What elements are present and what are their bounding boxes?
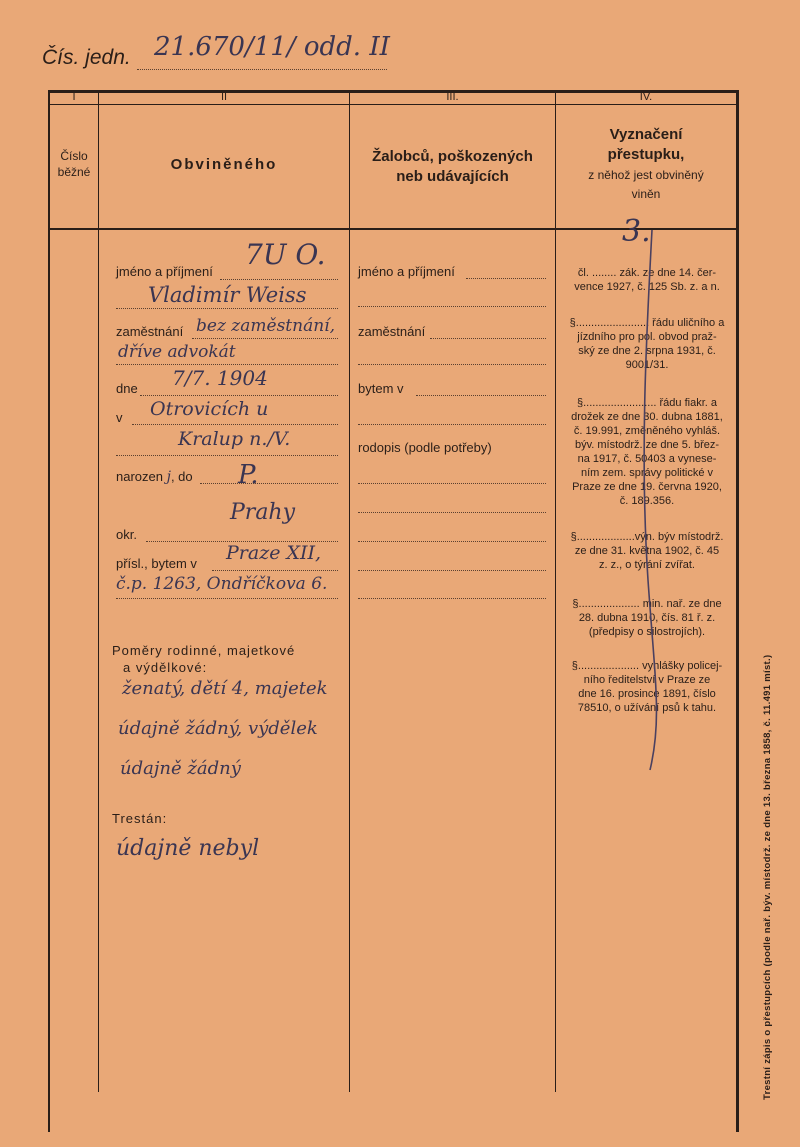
col2-heading: Obviněného	[170, 156, 278, 173]
date-value: 7/7. 1904	[172, 366, 268, 390]
date-line	[140, 395, 338, 396]
complainant-line-a	[358, 306, 546, 307]
complainant-domicile-label: bytem v	[358, 381, 404, 396]
complainant-line-c	[358, 424, 546, 425]
family-line-3: údajně žádný	[120, 758, 241, 779]
offence-3-line: č. 19.991, změněného vyhláš.	[573, 425, 721, 437]
offence-2-line: ský ze dne 2. srpna 1931, č.	[578, 345, 716, 357]
punished-label: Trestán:	[112, 811, 168, 826]
family-line-2: údajně žádný, výdělek	[118, 718, 318, 739]
roman-row-divider	[48, 104, 738, 105]
name-value: Vladimír Weiss	[148, 283, 307, 307]
born-label-text: narozen	[116, 469, 163, 484]
top-handwritten-mark: 7U O.	[245, 238, 326, 271]
offence-mark: 3.	[622, 214, 651, 249]
domicile-value-2: č.p. 1263, Ondříčkova 6.	[116, 574, 328, 594]
roman-3: III.	[446, 91, 459, 103]
offence-3-line: ním zem. správy politické v	[580, 467, 714, 479]
offence-4-line: §...................výn. býv místodrž.	[570, 531, 724, 543]
col1-heading	[50, 148, 98, 180]
complainant-line-d	[358, 483, 546, 484]
form-number-row	[42, 26, 390, 72]
col4-heading-line1: Vyznačení	[609, 126, 683, 143]
name-line	[220, 279, 338, 280]
complainant-line-e	[358, 512, 546, 513]
place-line-2	[116, 455, 338, 456]
domicile-label: přísl., bytem v	[116, 556, 197, 571]
col4-heading-sub2: viněn	[631, 187, 661, 201]
family-line-1: ženatý, dětí 4, majetek	[122, 678, 328, 699]
offence-3-line: býv. místodrž. ze dne 5. břez-	[574, 439, 720, 451]
place-line	[132, 424, 338, 425]
complainant-record-label: rodopis (podle potřeby)	[358, 440, 492, 455]
district-value: Prahy	[230, 500, 296, 525]
offence-2-line: 9001/31.	[625, 359, 669, 371]
offence-1-line: vence 1927, č. 125 Sb. z. a n.	[574, 281, 720, 293]
roman-2: II	[220, 91, 228, 103]
col-divider-3	[555, 90, 556, 1092]
family-label	[112, 642, 295, 676]
col1-heading-line1: Číslo	[60, 149, 88, 163]
offence-3-line: na 1917, č. 50403 a vynese-	[577, 453, 717, 465]
born-line	[200, 483, 338, 484]
occupation-value-2: dříve advokát	[118, 342, 236, 362]
complainant-line-b	[358, 364, 546, 365]
table-left-border	[48, 90, 50, 1132]
date-label: dne	[116, 381, 138, 396]
complainant-line-g	[358, 570, 546, 571]
offence-5-line: 28. dubna 1910, čís. 81 ř. z.	[578, 612, 716, 624]
table-right-border	[736, 90, 739, 1132]
roman-1: I	[72, 91, 76, 103]
domicile-line	[212, 570, 338, 571]
pencil-stroke	[600, 220, 680, 780]
form-number-value: 21.670/11/ odd. II	[154, 32, 390, 62]
offence-3-line: §........................ řádu fiakr. a	[577, 397, 717, 409]
district-label: okr.	[116, 527, 137, 542]
occupation-line	[192, 338, 338, 339]
col4-heading-line2: přestupku,	[607, 146, 685, 163]
complainant-occupation-label: zaměstnání	[358, 324, 426, 339]
name-line-2	[116, 308, 338, 309]
offence-3-line: drožek ze dne 30. dubna 1881,	[571, 411, 723, 423]
offence-3-line: Praze ze dne 19. června 1920,	[572, 481, 722, 493]
offence-2-line: §........................ řádu uličního a	[569, 317, 725, 329]
offence-4-line: ze dne 31. května 1902, č. 45	[574, 545, 720, 557]
offence-2-line: jízdního pro pol. obvod praž-	[577, 331, 717, 343]
place-value-2: Kralup n./V.	[178, 428, 291, 450]
offence-6-line: 78510, o užívání psů k tahu.	[577, 702, 717, 714]
offence-5-line: §.................... min. nař. ze dne	[572, 598, 722, 610]
born-mark: j	[166, 469, 171, 485]
col4-heading-sub1: z něhož jest obviněný	[588, 168, 704, 182]
born-to-label: , do	[170, 469, 193, 484]
offence-4-line: z. z., o týrání zvířat.	[599, 559, 695, 571]
name-label: jméno a příjmení	[116, 264, 213, 279]
occupation-value-1: bez zaměstnání,	[196, 316, 336, 336]
offence-6-line: dne 16. prosince 1891, číslo	[578, 688, 716, 700]
complainant-occupation-line	[430, 338, 546, 339]
complainant-name-label: jméno a příjmení	[358, 264, 455, 279]
col1-heading-line2: běžné	[57, 165, 91, 179]
born-label	[116, 469, 193, 485]
complainant-line-f	[358, 541, 546, 542]
col3-heading-line2: neb udávajících	[396, 168, 509, 185]
offence-1-line: čl. ........ zák. ze dne 14. čer-	[577, 267, 717, 279]
offence-3-line: č. 189.356.	[619, 495, 675, 507]
family-label-line1: Poměry rodinné, majetkové	[112, 643, 296, 658]
complainant-domicile-line	[416, 395, 546, 396]
form-number-label: Čís. jedn.	[42, 46, 131, 69]
offence-5-line: (předpisy o silostrojích).	[588, 626, 706, 638]
offence-6-line: ního ředitelství v Praze ze	[583, 674, 711, 686]
form-number-line	[137, 69, 387, 70]
born-to-value: P.	[238, 460, 259, 490]
place-label: v	[116, 410, 123, 425]
col-divider-2	[349, 90, 350, 1092]
family-label-line2: a výdělkové:	[123, 660, 208, 675]
side-note: Trestní zápis o přestupcích (podle nař. býv. místodrž. ze dne 13. března 1858, č. 11.491 míst.)	[762, 654, 773, 1100]
punished-value: údajně nebyl	[116, 836, 260, 861]
col-divider-1	[98, 90, 99, 1092]
roman-4: IV.	[639, 91, 653, 103]
place-value-1: Otrovicích u	[150, 398, 269, 420]
col4-heading	[556, 125, 736, 203]
complainant-name-line	[466, 278, 546, 279]
domicile-value-1: Praze XII,	[226, 542, 322, 564]
occupation-label: zaměstnání	[116, 324, 184, 339]
offence-6-line: §.................... vyhlášky policej-	[571, 660, 723, 672]
complainant-line-h	[358, 598, 546, 599]
col3-heading	[350, 147, 555, 187]
occupation-line-2	[116, 364, 338, 365]
col3-heading-line1: Žalobců, poškozených	[372, 148, 533, 165]
domicile-line-2	[116, 598, 338, 599]
